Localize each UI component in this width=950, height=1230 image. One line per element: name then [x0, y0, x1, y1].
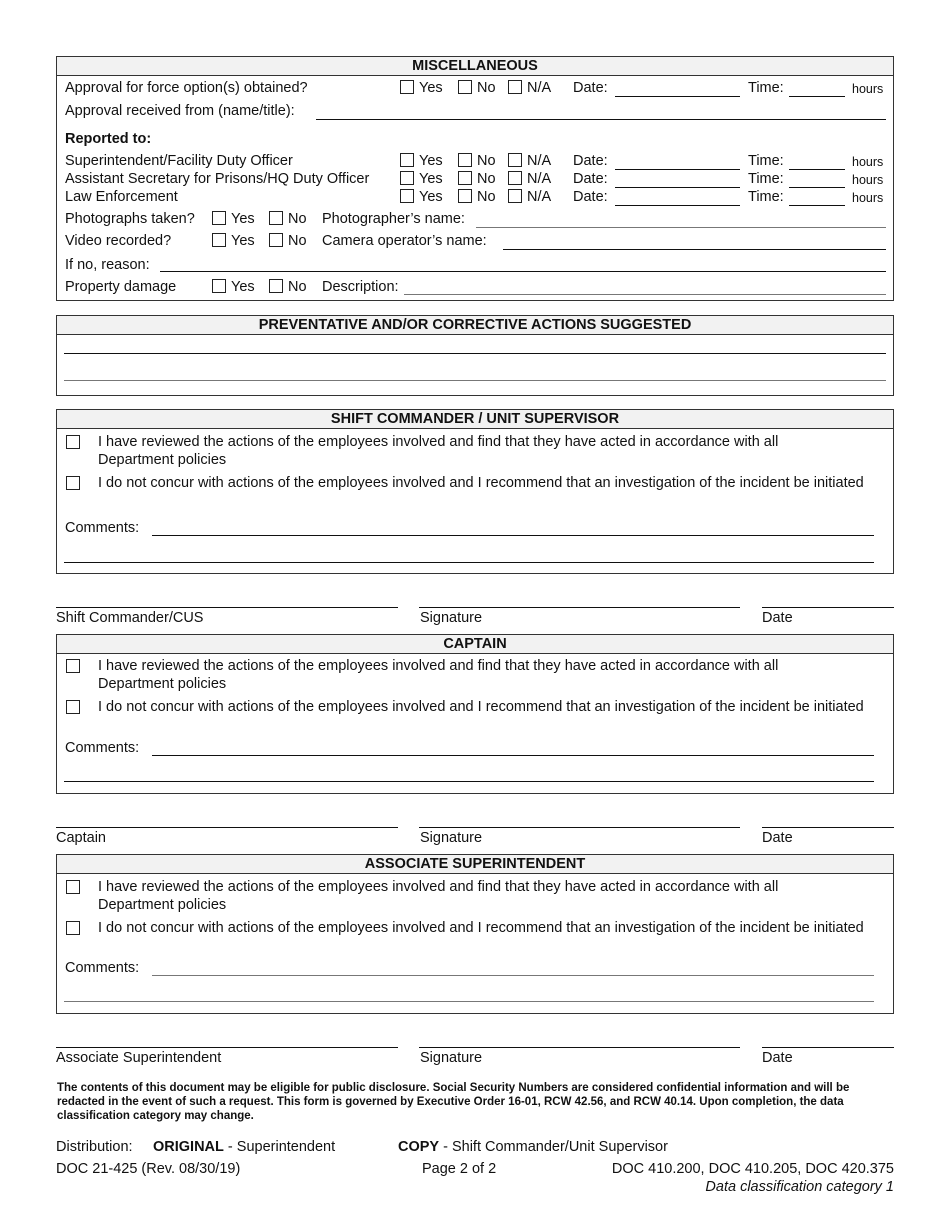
assoc-comments-label: Comments: [65, 960, 140, 976]
reported-no-checkbox[interactable] [458, 189, 472, 203]
copy-label: COPY [398, 1139, 440, 1155]
distribution-label: Distribution: [56, 1139, 133, 1155]
shift-signature-line[interactable] [419, 607, 740, 608]
assoc-date-line[interactable] [762, 1047, 894, 1048]
shift-comments-line[interactable] [64, 562, 874, 563]
approval-time-field[interactable] [789, 96, 845, 97]
approval-yes-option[interactable]: Yes [400, 80, 443, 96]
reported-no-option[interactable]: No [458, 171, 496, 187]
assoc-reviewed-text: I have reviewed the actions of the employees involved and find that they have acted in accordance with all Department policies [98, 879, 779, 913]
reported-hours-label: hours [852, 173, 884, 187]
approval-date-field[interactable] [615, 96, 740, 97]
reported-time-field[interactable] [789, 187, 845, 188]
reported-na-checkbox[interactable] [508, 153, 522, 167]
captain-date-line[interactable] [762, 827, 894, 828]
captain-signature-line[interactable] [419, 827, 740, 828]
reported-date-label: Date: [573, 189, 608, 205]
photographer-label: Photographer’s name: [322, 211, 465, 227]
reported-no-option[interactable]: No [458, 189, 496, 205]
distribution-original [153, 1139, 335, 1155]
approval-question: Approval for force option(s) obtained? [65, 80, 308, 96]
reported-time-label: Time: [748, 153, 784, 169]
assoc-name-label: Associate Superintendent [56, 1050, 222, 1066]
reported-hours-label: hours [852, 155, 884, 169]
shift-date-label: Date [762, 610, 793, 626]
approval-yes-checkbox[interactable] [400, 80, 414, 94]
reported-na-checkbox[interactable] [508, 189, 522, 203]
assoc-reviewed-checkbox[interactable] [66, 880, 80, 894]
property-damage-label: Property damage [65, 279, 177, 295]
shift-date-line[interactable] [762, 607, 894, 608]
assoc-date-label: Date [762, 1050, 793, 1066]
reported-label: Assistant Secretary for Prisons/HQ Duty Officer [65, 171, 370, 187]
property-no-checkbox[interactable] [269, 279, 283, 293]
reported-to-label: Reported to: [65, 131, 152, 147]
page-number: Page 2 of 2 [422, 1161, 497, 1177]
shift-not-concur-checkbox[interactable] [66, 476, 80, 490]
reported-date-field[interactable] [615, 169, 740, 170]
reported-na-checkbox[interactable] [508, 171, 522, 185]
distribution-copy [398, 1139, 668, 1155]
reported-yes-option[interactable]: Yes [400, 189, 443, 205]
captain-reviewed-checkbox[interactable] [66, 659, 80, 673]
captain-not-concur-text: I do not concur with actions of the employees involved and I recommend that an investigation of the incident be initiated [98, 699, 864, 715]
video-no-checkbox[interactable] [269, 233, 283, 247]
shift-signature-label: Signature [420, 610, 483, 626]
approval-na-option[interactable]: N/A [508, 80, 551, 96]
description-label: Description: [322, 279, 399, 295]
approval-hours-label: hours [852, 82, 884, 96]
shift-comments-label: Comments: [65, 520, 140, 536]
captain-date-label: Date [762, 830, 793, 846]
assoc-signature-line[interactable] [419, 1047, 740, 1048]
photographs-yes-checkbox[interactable] [212, 211, 226, 225]
preventative-line[interactable] [64, 380, 886, 381]
captain-comments-line[interactable] [64, 781, 874, 782]
approval-na-checkbox[interactable] [508, 80, 522, 94]
reported-na-option[interactable]: N/A [508, 171, 551, 187]
assoc-not-concur-checkbox[interactable] [66, 921, 80, 935]
reported-no-option[interactable]: No [458, 153, 496, 169]
reported-na-option[interactable]: N/A [508, 189, 551, 205]
reported-date-field[interactable] [615, 187, 740, 188]
camera-operator-field[interactable] [503, 249, 886, 250]
if-no-reason-field[interactable] [160, 271, 886, 272]
approval-no-option[interactable]: No [458, 80, 496, 96]
form-number: DOC 21-425 (Rev. 08/30/19) [56, 1161, 241, 1177]
video-no-option[interactable]: No [269, 233, 307, 249]
shift-not-concur-text: I do not concur with actions of the employees involved and I recommend that an investigation of the incident be initiated [98, 475, 864, 491]
preventative-header: PREVENTATIVE AND/OR CORRECTIVE ACTIONS SUGGESTED [57, 316, 893, 335]
reported-yes-checkbox[interactable] [400, 153, 414, 167]
reported-yes-checkbox[interactable] [400, 189, 414, 203]
property-yes-checkbox[interactable] [212, 279, 226, 293]
shift-reviewed-checkbox[interactable] [66, 435, 80, 449]
shift-comments-field[interactable] [152, 535, 874, 536]
reported-time-label: Time: [748, 189, 784, 205]
reported-label: Superintendent/Facility Duty Officer [65, 153, 293, 169]
property-no-option[interactable]: No [269, 279, 307, 295]
approval-time-label: Time: [748, 80, 784, 96]
associate-superintendent-header: ASSOCIATE SUPERINTENDENT [57, 855, 893, 874]
captain-comments-field[interactable] [152, 755, 874, 756]
property-yes-option[interactable]: Yes [212, 279, 255, 295]
preventative-line[interactable] [64, 353, 886, 354]
reported-yes-option[interactable]: Yes [400, 153, 443, 169]
reported-no-checkbox[interactable] [458, 153, 472, 167]
reported-hours-label: hours [852, 191, 884, 205]
video-yes-checkbox[interactable] [212, 233, 226, 247]
shift-commander-header: SHIFT COMMANDER / UNIT SUPERVISOR [57, 410, 893, 429]
captain-not-concur-checkbox[interactable] [66, 700, 80, 714]
description-field[interactable] [404, 294, 886, 295]
photographs-no-checkbox[interactable] [269, 211, 283, 225]
legal-notice: The contents of this document may be eligible for public disclosure. Social Security Numbers are considered confidential information and will be redacted in the event of such a request. This form is governed by Executive Order 16-01, RCW 42.56, and RCW 40.14. Upon completion, the data classification category may change. [57, 1082, 850, 1122]
approval-date-label: Date: [573, 80, 608, 96]
reported-date-label: Date: [573, 171, 608, 187]
captain-reviewed-text: I have reviewed the actions of the employees involved and find that they have acted in accordance with all Department policies [98, 658, 779, 692]
approval-from-label: Approval received from (name/title): [65, 103, 295, 119]
reported-no-checkbox[interactable] [458, 171, 472, 185]
policy-references: DOC 410.200, DOC 410.205, DOC 420.375 [611, 1161, 894, 1177]
shift-reviewed-text: I have reviewed the actions of the employees involved and find that they have acted in accordance with all Department policies [98, 434, 779, 468]
reported-label: Law Enforcement [65, 189, 178, 205]
assoc-comments-line[interactable] [64, 1001, 874, 1002]
captain-comments-label: Comments: [65, 740, 140, 756]
photographer-field[interactable] [476, 227, 886, 228]
reported-date-label: Date: [573, 153, 608, 169]
captain-name-line[interactable] [56, 827, 398, 828]
camera-operator-label: Camera operator’s name: [322, 233, 487, 249]
reported-time-label: Time: [748, 171, 784, 187]
preventative-section [56, 315, 894, 396]
captain-name-label: Captain [56, 830, 106, 846]
captain-signature-label: Signature [420, 830, 483, 846]
assoc-not-concur-text: I do not concur with actions of the employees involved and I recommend that an investigation of the incident be initiated [98, 920, 864, 936]
photographs-yes-option[interactable]: Yes [212, 211, 255, 227]
miscellaneous-header: MISCELLANEOUS [57, 57, 893, 76]
reported-yes-checkbox[interactable] [400, 171, 414, 185]
reported-time-field[interactable] [789, 205, 845, 206]
photographs-no-option[interactable]: No [269, 211, 307, 227]
video-yes-option[interactable]: Yes [212, 233, 255, 249]
shift-name-label: Shift Commander/CUS [56, 610, 204, 626]
assoc-signature-label: Signature [420, 1050, 483, 1066]
reported-na-option[interactable]: N/A [508, 153, 551, 169]
assoc-name-line[interactable] [56, 1047, 398, 1048]
reported-date-field[interactable] [615, 205, 740, 206]
copy-recipient: - Shift Commander/Unit Supervisor [439, 1139, 668, 1155]
assoc-comments-field[interactable] [152, 975, 874, 976]
if-no-reason-label: If no, reason: [65, 257, 150, 273]
shift-name-line[interactable] [56, 607, 398, 608]
photographs-label: Photographs taken? [65, 211, 195, 227]
reported-time-field[interactable] [789, 169, 845, 170]
approval-from-field[interactable] [316, 119, 886, 120]
video-label: Video recorded? [65, 233, 172, 249]
captain-header: CAPTAIN [57, 635, 893, 654]
reported-yes-option[interactable]: Yes [400, 171, 443, 187]
data-classification: Data classification category 1 [705, 1179, 894, 1195]
original-label: ORIGINAL [153, 1139, 224, 1155]
approval-no-checkbox[interactable] [458, 80, 472, 94]
original-recipient: - Superintendent [223, 1139, 336, 1155]
